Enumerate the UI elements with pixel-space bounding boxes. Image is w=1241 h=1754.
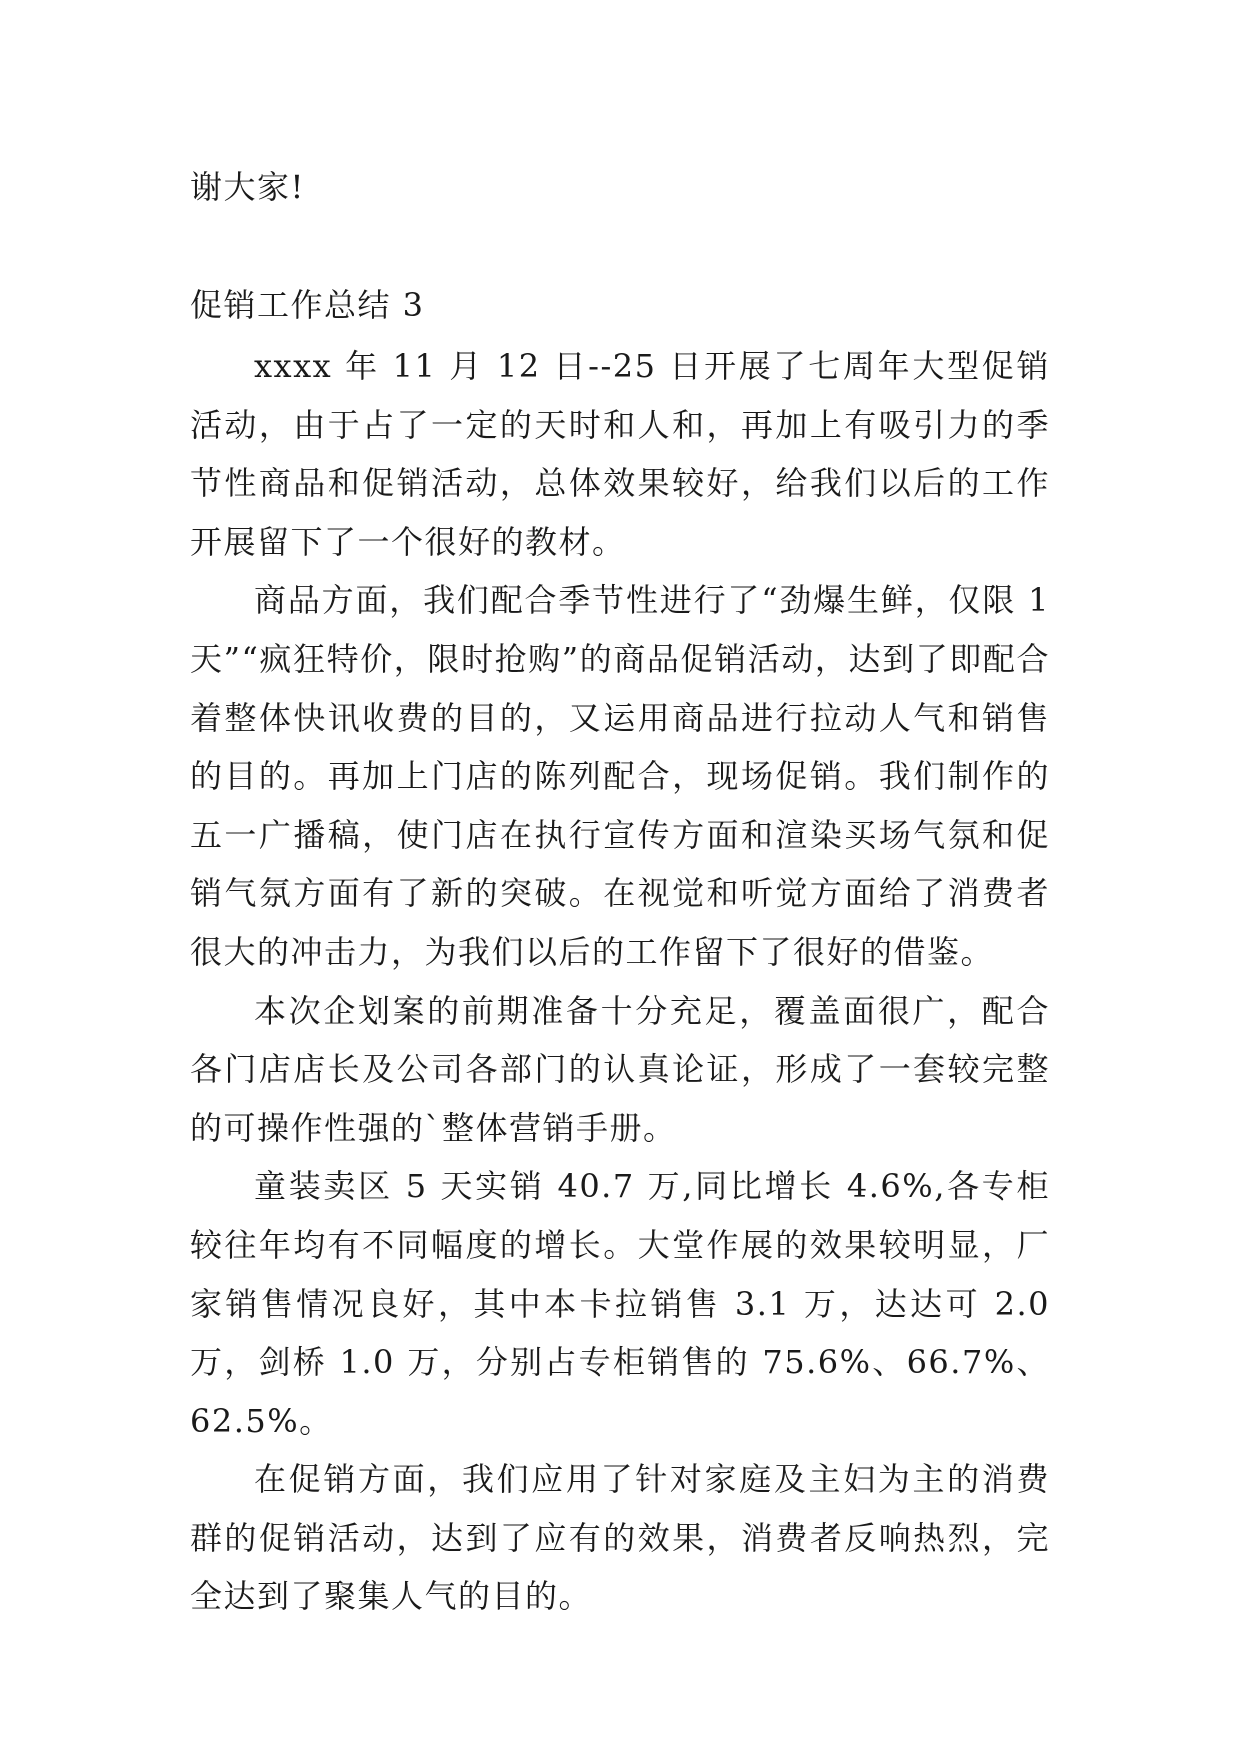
body-text	[190, 337, 1050, 1626]
paragraph-childrenswear-sales: 童装卖区 5 天实销 40.7 万,同比增长 4.6%,各专柜较往年均有不同幅度的增长。大堂作展的效果较明显，厂家销售情况良好，其中本卡拉销售 3.1 万，达达可 2.0 万，剑桥 1.0 万，分别占专柜销售的 75.6%、66.7%、62.5%。	[190, 1167, 1050, 1440]
closing-line: 谢大家!	[190, 168, 305, 206]
paragraph-activity-overview: xxxx 年 11 月 12 日--25 日开展了七周年大型促销活动，由于占了一定的天时和人和，再加上有吸引力的季节性商品和促销活动，总体效果较好，给我们以后的工作开展留下了一个很好的教材。	[190, 347, 1050, 561]
section-title: 促销工作总结 3	[190, 286, 425, 324]
paragraph-merchandise: 商品方面，我们配合季节性进行了“劲爆生鲜，仅限 1 天”“疯狂特价，限时抢购”的商品促销活动，达到了即配合着整体快讯收费的目的，又运用商品进行拉动人气和销售的目的。再加上门店的陈列配合，现场促销。我们制作的五一广播稿，使门店在执行宣传方面和渲染买场气氛和促销气氛方面有了新的突破。在视觉和听觉方面给了消费者很大的冲击力，为我们以后的工作留下了很好的借鉴。	[190, 581, 1050, 971]
paragraph-promotion: 在促销方面，我们应用了针对家庭及主妇为主的消费群的促销活动，达到了应有的效果，消费者反响热烈，完全达到了聚集人气的目的。	[190, 1460, 1050, 1616]
paragraph-planning: 本次企划案的前期准备十分充足，覆盖面很广，配合各门店店长及公司各部门的认真论证，形成了一套较完整的可操作性强的`整体营销手册。	[190, 991, 1050, 1147]
